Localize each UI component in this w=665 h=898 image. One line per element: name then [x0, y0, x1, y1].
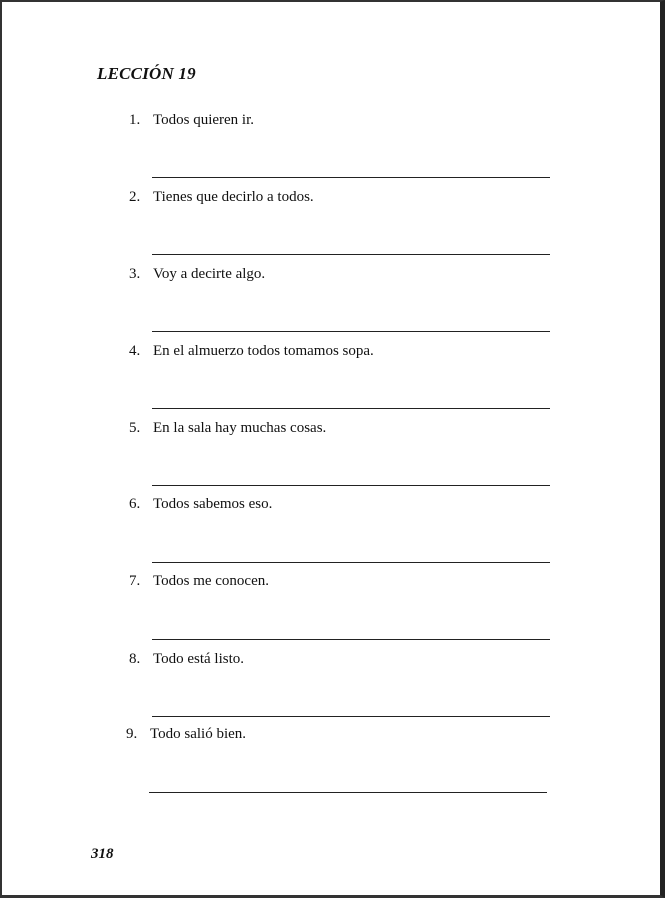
answer-line: [149, 792, 547, 793]
answer-line: [152, 408, 550, 409]
exercise-item: [2, 112, 665, 190]
exercise-number: 8.: [129, 651, 141, 667]
page-number: 318: [91, 846, 114, 862]
exercise-sentence: Voy a decirte algo.: [153, 266, 266, 282]
exercise-sentence: Todo está listo.: [153, 651, 245, 667]
answer-line: [152, 562, 550, 563]
exercise-sentence: Todos sabemos eso.: [153, 496, 273, 512]
exercise-number: 3.: [129, 266, 141, 282]
answer-line: [152, 716, 550, 717]
exercise-item: [2, 496, 665, 574]
exercise-item: [2, 189, 665, 267]
exercise-sentence: Todo salió bien.: [150, 726, 247, 742]
exercise-sentence: Todos me conocen.: [153, 573, 270, 589]
exercise-number: 7.: [129, 573, 141, 589]
exercise-number: 6.: [129, 496, 141, 512]
exercise-number: 5.: [129, 420, 141, 436]
exercise-item: [2, 651, 665, 729]
exercise-sentence: En la sala hay muchas cosas.: [153, 420, 327, 436]
exercise-item: [2, 343, 665, 421]
exercise-item: [2, 266, 665, 344]
answer-line: [152, 254, 550, 255]
exercise-sentence: Todos quieren ir.: [153, 112, 255, 128]
answer-line: [152, 639, 550, 640]
answer-line: [152, 177, 550, 178]
exercise-number: 4.: [129, 343, 141, 359]
exercise-number: 2.: [129, 189, 141, 205]
exercise-item: [2, 726, 665, 804]
exercise-sentence: Tienes que decirlo a todos.: [153, 189, 314, 205]
answer-line: [152, 485, 550, 486]
exercise-number: 1.: [129, 112, 141, 128]
exercise-item: [2, 420, 665, 498]
answer-line: [152, 331, 550, 332]
exercise-sentence: En el almuerzo todos tomamos sopa.: [153, 343, 374, 359]
lesson-title: LECCIÓN 19: [97, 64, 196, 83]
exercise-number: 9.: [126, 726, 138, 742]
exercise-item: [2, 573, 665, 651]
